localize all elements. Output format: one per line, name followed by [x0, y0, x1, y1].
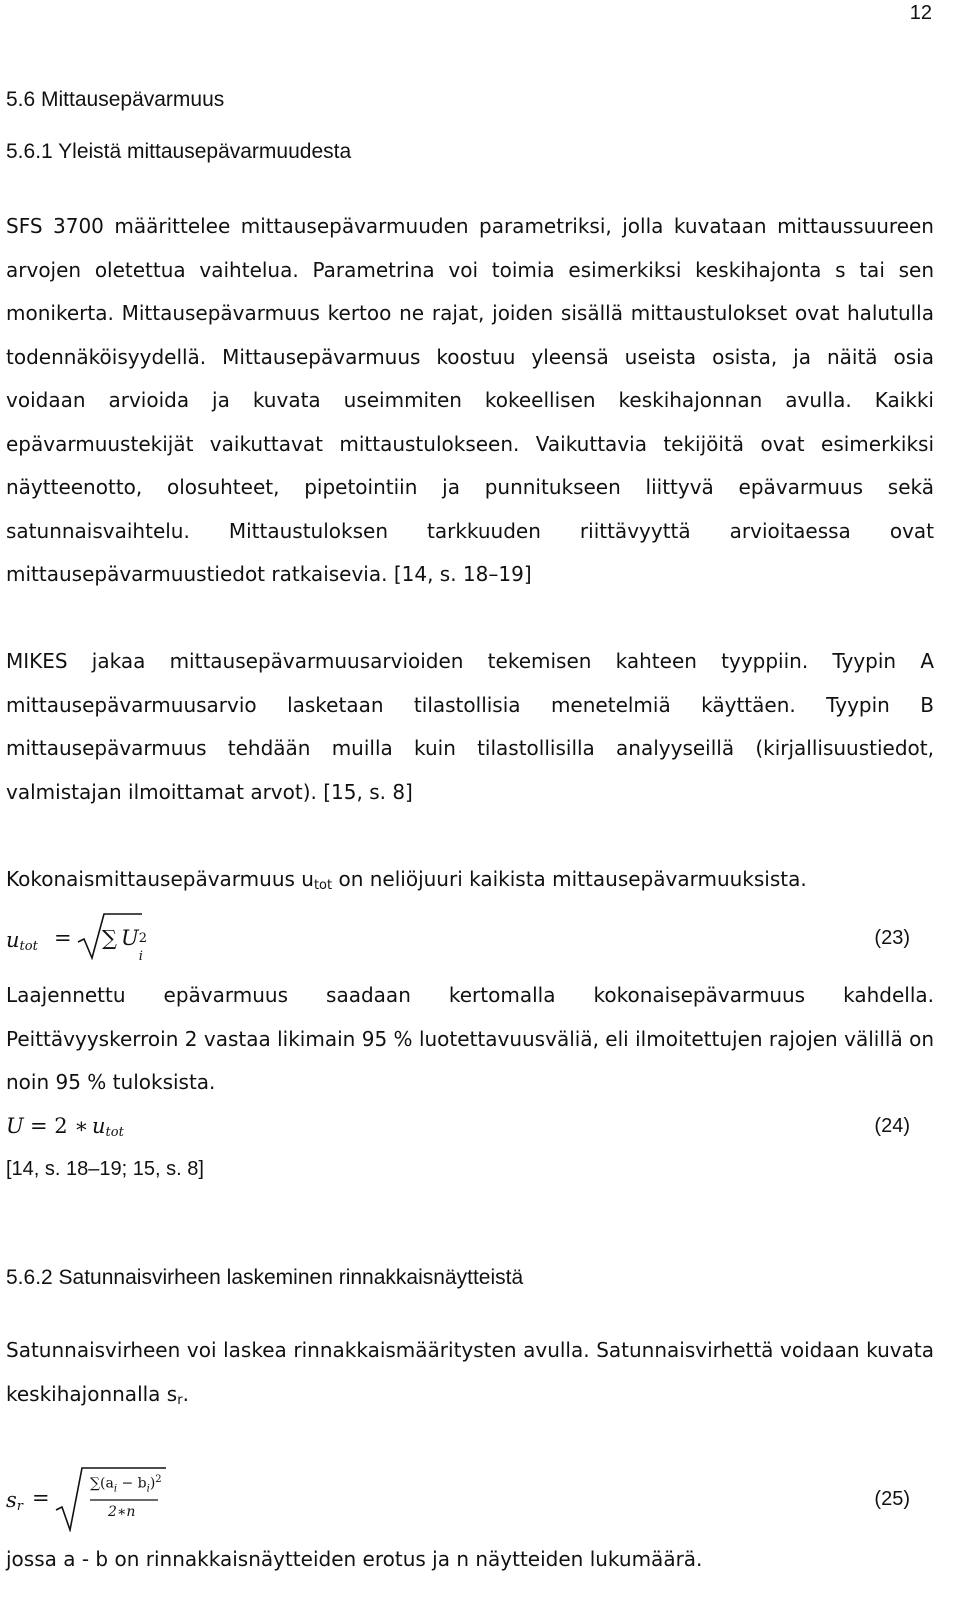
subsection-heading-2: 5.6.2 Satunnaisvirheen laskeminen rinnakkaisnäytteistä	[6, 1266, 524, 1289]
eq25-num-sup: 2	[155, 1474, 162, 1485]
paragraph-6: jossa a - b on rinnakkaisnäytteiden erotus ja n näytteiden lukumäärä.	[6, 1547, 703, 1571]
paragraph-5	[6, 1329, 934, 1422]
eq23-lhs: u	[6, 928, 20, 952]
eq24-equals: = 2 ∗	[30, 1114, 89, 1138]
paragraph-5-subscript: r	[177, 1392, 183, 1408]
eq25-numerator	[90, 1474, 162, 1494]
paragraph-1: SFS 3700 määrittelee mittausepävarmuuden parametriksi, jolla kuvataan mittaussuureen arvojen oletettua vaihtelua. Parametrina voi toimia esimerkiksi keskihajonta s tai sen monikerta. Mittausepävarmuus kertoo ne rajat, joiden sisällä mittaustulokset ovat halutulla todennäköisyydellä. Mittausepävarmuus koostuu yleensä useista osista, ja näitä osia voidaan arvioida ja kuvata useimmiten kokeellisen keskihajonnan avulla. Kaikki epävarmuustekijät vaikuttavat mittaustulokseen. Vaikuttavia tekijöitä ovat esimerkiksi näytteenotto, olosuhteet, pipetointiin ja punnitukseen liittyvä epävarmuus sekä satunnaisvaihtelu. Mittaustuloksen tarkkuuden riittävyyttä arvioitaessa ovat mittausepävarmuustiedot ratkaisevia. [14, s. 18–19]	[6, 214, 934, 586]
eq25-lhs: s	[6, 1488, 17, 1512]
eq23-var-sub: i	[138, 949, 143, 964]
eq25-denominator: 2∗n	[108, 1504, 136, 1520]
eq25-num-end: )	[149, 1475, 156, 1492]
eq24-rhs: u	[92, 1114, 106, 1138]
equation-24	[6, 1106, 934, 1166]
eq23-number: (23)	[874, 927, 910, 949]
equation-23	[6, 910, 934, 970]
eq23-var-sup: 2	[138, 931, 147, 946]
paragraph-3-text-end: on neliöjuuri kaikista mittausepävarmuuksista.	[332, 867, 807, 891]
eq23-var: U	[121, 926, 139, 950]
eq24-rhs-sub: tot	[105, 1125, 124, 1140]
eq24-number: (24)	[874, 1115, 910, 1137]
paragraph-5-text-end: .	[182, 1381, 189, 1406]
eq25-num-sub-b: i	[146, 1483, 150, 1495]
eq24-lhs: U	[6, 1114, 24, 1138]
eq23-lhs-sub: tot	[19, 939, 38, 954]
eq25-lhs-sub: r	[16, 1499, 23, 1514]
paragraph-3-text: Kokonaismittausepävarmuus u	[6, 867, 314, 891]
equation-25	[6, 1466, 934, 1534]
paragraph-3-subscript: tot	[313, 878, 333, 893]
eq25-number: (25)	[874, 1488, 910, 1510]
subsection-heading-1: 5.6.1 Yleistä mittausepävarmuudesta	[6, 140, 352, 163]
section-heading: 5.6 Mittausepävarmuus	[6, 88, 225, 111]
paragraph-5-text: Satunnaisvirheen voi laskea rinnakkaismääritysten avulla. Satunnaisvirhettä voidaan kuvata keskihajonnalla s	[6, 1338, 934, 1406]
eq23-equals: =	[54, 926, 72, 950]
paragraph-2: MIKES jakaa mittausepävarmuusarvioiden tekemisen kahteen tyyppiin. Tyypin A mittausepävarmuusarvio lasketaan tilastollisia menetelmiä käyttäen. Tyypin B mittausepävarmuus tehdään muilla kuin tilastollisilla analyyseillä (kirjallisuustiedot, valmistajan ilmoittamat arvot). [15, s. 8]	[6, 649, 934, 804]
eq25-numerator-start: ∑(a	[90, 1475, 114, 1492]
eq25-equals: =	[32, 1486, 50, 1510]
reference-line: [14, s. 18–19; 15, s. 8]	[6, 1158, 204, 1180]
paragraph-4: Laajennettu epävarmuus saadaan kertomalla kokonaisepävarmuus kahdella. Peittävyyskerroin 2 vastaa likimain 95 % luotettavuusväliä, eli ilmoitettujen rajojen välillä on noin 95 % tuloksista.	[6, 983, 934, 1094]
eq23-sum: ∑	[102, 926, 117, 950]
paragraph-3	[6, 858, 934, 908]
eq25-num-mid: − b	[117, 1475, 147, 1492]
page-number: 12	[909, 2, 932, 24]
eq25-num-sub-a: i	[113, 1483, 118, 1495]
